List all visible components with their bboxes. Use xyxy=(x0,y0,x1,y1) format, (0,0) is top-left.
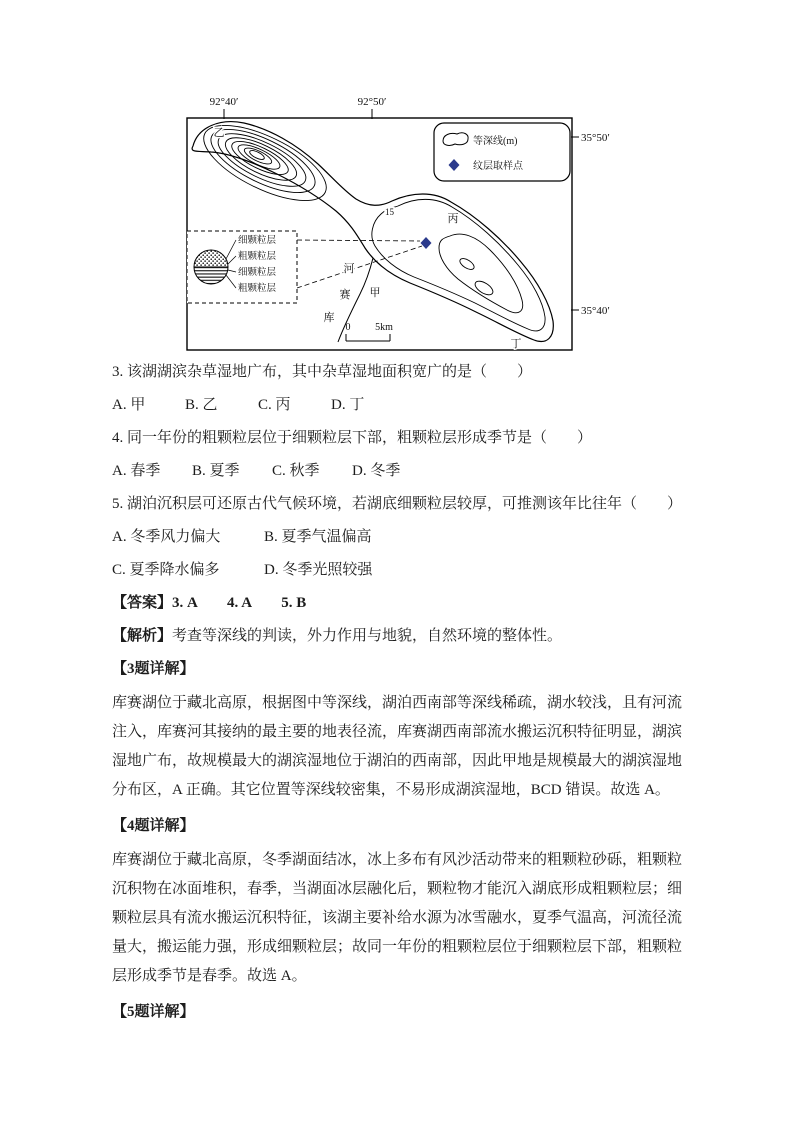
map-legend xyxy=(434,123,570,181)
layer-label: 粗颗粒层 xyxy=(238,284,277,294)
latitude-label: 35°40′ xyxy=(581,305,610,317)
option-d: D. 冬季光照较强 xyxy=(264,562,373,578)
question-4 xyxy=(112,425,682,484)
option-b: B. 夏季 xyxy=(192,463,240,479)
place-label-yi: 乙 xyxy=(213,127,225,139)
layer-sample-diagram xyxy=(187,231,297,303)
layer-label: 粗颗粒层 xyxy=(238,252,277,262)
scale-start-label: 0 xyxy=(345,322,351,333)
lake-contour-map xyxy=(162,90,632,355)
longitude-label: 92°40′ xyxy=(209,96,239,108)
longitude-label: 92°50′ xyxy=(357,96,387,108)
latitude-label: 35°50′ xyxy=(581,132,610,144)
analysis-text: 考查等深线的判读，外力作用与地貌，自然环境的整体性。 xyxy=(172,628,563,644)
question-4-options xyxy=(112,458,682,484)
place-label-jia: 甲 xyxy=(369,287,381,299)
layer-label: 细颗粒层 xyxy=(238,236,277,246)
analysis-marker: 【解析】 xyxy=(112,628,173,644)
exam-body xyxy=(112,359,682,1026)
question-3-options xyxy=(112,392,682,418)
answer-marker: 【答案】 xyxy=(112,595,173,611)
scale-end-label: 5km xyxy=(375,322,393,333)
answer-values: 3. A 4. A 5. B xyxy=(172,595,307,611)
layer-label: 细颗粒层 xyxy=(238,268,277,278)
question-4-stem: 4. 同一年份的粗颗粒层位于细颗粒层下部，粗颗粒层形成季节是（ ） xyxy=(112,430,593,446)
question-5-stem: 5. 湖泊沉积层可还原古代气候环境，若湖底细颗粒层较厚，可推测该年比往年（ ） xyxy=(112,496,683,512)
option-a: A. 甲 xyxy=(112,397,146,413)
question-5-options-row-2 xyxy=(112,557,682,583)
option-d: D. 丁 xyxy=(331,397,365,413)
explanation-4-heading: 【4题详解】 xyxy=(112,818,195,834)
contour-legend-label: 等深线(m) xyxy=(473,136,518,147)
explanation-4-body: 库赛湖位于藏北高原，冬季湖面结冰，冰上多布有风沙活动带来的粗颗粒砂砾，粗颗粒沉积物在冰面堆积，春季，当湖面冰层融化后，颗粒物才能沉入湖底形成粗颗粒层；细颗粒层具有流水搬运沉积特征，该湖主要补给水源为冰雪融水，夏季气温高，河流径流量大，搬运能力强，形成细颗粒层；故同一年份的粗颗粒层位于细颗粒层下部，粗颗粒层形成季节是春季。故选 A。 xyxy=(112,852,683,984)
option-b: B. 乙 xyxy=(185,397,218,413)
explanation-3-body: 库赛湖位于藏北高原，根据图中等深线，湖泊西南部等深线稀疏，湖水较浅，且有河流注入，库赛河其接纳的最主要的地表径流，库赛湖西南部流水搬运沉积特征明显，湖滨湿地广布，故规模最大的湖滨湿地位于湖泊的西南部，因此甲地是规模最大的湖滨湿地分布区，A 正确。其它位置等深线较密集，不易形成湖滨湿地，BCD 错误。故选 A。 xyxy=(112,695,683,798)
place-label-bing: 丙 xyxy=(447,213,459,225)
option-a: A. 春季 xyxy=(112,463,161,479)
option-b: B. 夏季气温偏高 xyxy=(264,529,372,545)
sample-legend-label: 纹层取样点 xyxy=(473,161,523,172)
question-3-stem: 3. 该湖湖滨杂草湿地广布，其中杂草湿地面积宽广的是（ ） xyxy=(112,364,533,380)
option-d: D. 冬季 xyxy=(352,463,401,479)
river-name-char: 赛 xyxy=(339,289,351,301)
question-3 xyxy=(112,359,682,418)
answer-line xyxy=(112,590,682,616)
analysis-line xyxy=(112,623,682,649)
map-figure xyxy=(0,0,794,355)
river-name-char: 河 xyxy=(343,263,355,275)
explanation-5-heading: 【5题详解】 xyxy=(112,1004,195,1020)
explanation-3-heading: 【3题详解】 xyxy=(112,661,195,677)
option-c: C. 丙 xyxy=(258,397,291,413)
option-c: C. 秋季 xyxy=(272,463,320,479)
option-a: A. 冬季风力偏大 xyxy=(112,529,221,545)
depth-value-label: 15 xyxy=(385,207,394,217)
place-label-ding: 丁 xyxy=(510,338,522,350)
river-name-char: 库 xyxy=(323,312,335,324)
question-5 xyxy=(112,491,682,583)
question-5-options-row-1 xyxy=(112,524,682,550)
option-c: C. 夏季降水偏多 xyxy=(112,562,220,578)
